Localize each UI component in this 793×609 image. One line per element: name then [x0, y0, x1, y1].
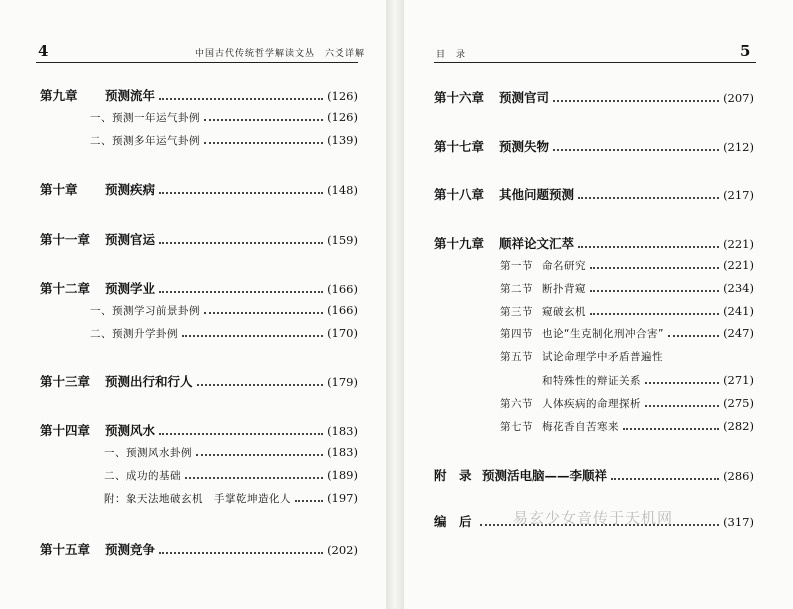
page-ref: (275) — [723, 396, 754, 410]
chapter-number: 第九章 — [40, 88, 78, 103]
toc-entry[interactable] — [434, 88, 754, 106]
entry-title: 预测风水 — [105, 423, 156, 438]
dot-leader — [295, 500, 323, 502]
dot-leader — [668, 335, 719, 337]
dot-leader — [159, 242, 323, 244]
chapter-number: 第十三章 — [40, 374, 91, 389]
dot-leader — [204, 312, 323, 314]
toc-entry[interactable] — [500, 304, 754, 319]
dot-leader — [590, 267, 719, 269]
page-ref: (189) — [327, 468, 358, 482]
dot-leader — [197, 384, 324, 386]
page-ref: (183) — [327, 424, 358, 438]
chapter-number: 第十九章 — [434, 236, 485, 251]
toc-entry[interactable] — [40, 180, 358, 198]
chapter-number: 编 后 — [434, 514, 472, 529]
entry-title: 命名研究 — [542, 260, 586, 272]
toc-entry[interactable] — [434, 185, 754, 203]
entry-title: 窥破玄机 — [542, 306, 586, 318]
entry-title: 二、预测多年运气卦例 — [90, 135, 200, 147]
dot-leader — [553, 100, 719, 102]
toc-entry[interactable] — [542, 373, 754, 388]
page-number: 4 — [38, 42, 49, 60]
entry-title: 预测官运 — [105, 232, 156, 247]
dot-leader — [196, 454, 323, 456]
entry-title: 预测失物 — [499, 139, 550, 154]
page-ref: (212) — [723, 140, 754, 154]
entry-title: 二、预测升学卦例 — [90, 328, 178, 340]
entry-title: 其他问题预测 — [499, 187, 575, 202]
watermark-text: 易玄少女音传于天机网 — [513, 509, 674, 527]
entry-title: 预测活电脑——李顺祥 — [482, 468, 608, 483]
toc-entry[interactable] — [90, 133, 358, 148]
page-ref: (286) — [723, 469, 754, 483]
toc-entry[interactable] — [500, 419, 754, 434]
section-number: 第六节 — [500, 398, 533, 410]
chapter-number: 第十四章 — [40, 423, 91, 438]
entry-title: 预测竞争 — [105, 542, 156, 557]
dot-leader — [553, 149, 719, 151]
toc-entry[interactable] — [434, 234, 754, 252]
page-ref: (271) — [723, 373, 754, 387]
toc-entry[interactable] — [104, 468, 358, 483]
chapter-number: 第十一章 — [40, 232, 91, 247]
toc-entry[interactable] — [434, 466, 754, 484]
page-ref: (183) — [327, 445, 358, 459]
entry-title: 人体疾病的命理探析 — [542, 398, 641, 410]
page-ref: (202) — [327, 543, 358, 557]
page-ref: (241) — [723, 304, 754, 318]
chapter-number: 第十五章 — [40, 542, 91, 557]
page-ref: (221) — [723, 237, 754, 251]
page-ref: (247) — [723, 326, 754, 340]
dot-leader — [182, 335, 323, 337]
dot-leader — [204, 119, 323, 121]
header-title: 中国古代传统哲学解读文丛 六爻详解 — [195, 49, 366, 59]
dot-leader — [159, 552, 323, 554]
entry-title: 一、预测学习前景卦例 — [90, 305, 200, 317]
dot-leader — [645, 405, 719, 407]
toc-entry[interactable] — [500, 326, 754, 341]
toc-entry[interactable] — [90, 110, 358, 125]
section-number: 第七节 — [500, 421, 533, 433]
page-ref: (148) — [327, 183, 358, 197]
dot-leader — [623, 428, 719, 430]
toc-entry[interactable] — [90, 303, 358, 318]
book-gutter — [386, 0, 404, 609]
page-ref: (159) — [327, 233, 358, 247]
entry-title: 断扑背窥 — [542, 283, 586, 295]
toc-entry[interactable] — [434, 137, 754, 155]
left-page — [0, 0, 386, 609]
entry-title: 预测官司 — [499, 90, 550, 105]
dot-leader — [159, 433, 323, 435]
page-number: 5 — [740, 42, 751, 60]
page-ref: (170) — [327, 326, 358, 340]
toc-entry[interactable] — [500, 281, 754, 296]
dot-leader — [185, 477, 323, 479]
section-number: 第三节 — [500, 306, 533, 318]
toc-entry[interactable] — [104, 445, 358, 460]
entry-title: 和特殊性的辩证关系 — [542, 375, 641, 387]
chapter-number: 附 录 — [434, 468, 472, 483]
toc-entry[interactable] — [500, 396, 754, 411]
page-ref: (126) — [327, 89, 358, 103]
page-ref: (126) — [327, 110, 358, 124]
page-ref: (282) — [723, 419, 754, 433]
page-ref: (207) — [723, 91, 754, 105]
entry-title: 二、成功的基础 — [104, 470, 181, 482]
entry-title: 预测疾病 — [105, 182, 156, 197]
entry-title: 梅花香自苦寒来 — [542, 421, 619, 433]
toc-entry[interactable] — [40, 230, 358, 248]
dot-leader — [590, 290, 719, 292]
page-ref: (197) — [327, 491, 358, 505]
section-number: 第五节 — [500, 351, 533, 363]
page-ref: (166) — [327, 303, 358, 317]
dot-leader — [159, 192, 323, 194]
dot-leader — [204, 142, 323, 144]
chapter-number: 第十六章 — [434, 90, 485, 105]
entry-title: 一、预测一年运气卦例 — [90, 112, 200, 124]
toc-entry[interactable] — [90, 326, 358, 341]
page-ref: (179) — [327, 375, 358, 389]
toc-entry[interactable] — [40, 540, 358, 558]
entry-title: 试论命理学中矛盾普遍性 — [542, 351, 663, 363]
toc-entry[interactable] — [40, 421, 358, 439]
section-number: 第二节 — [500, 283, 533, 295]
chapter-number: 第十七章 — [434, 139, 485, 154]
section-number: 第四节 — [500, 328, 533, 340]
dot-leader — [578, 246, 719, 248]
entry-title: 附：象天法地破玄机 手掌乾坤造化人 — [104, 493, 291, 505]
chapter-number: 第十二章 — [40, 281, 91, 296]
dot-leader — [159, 291, 323, 293]
header-rule — [36, 62, 358, 63]
page-ref: (217) — [723, 188, 754, 202]
toc-entry[interactable] — [40, 279, 358, 297]
toc-entry[interactable] — [500, 349, 754, 364]
entry-title: 一、预测风水卦例 — [104, 447, 192, 459]
header-title: 目 录 — [436, 50, 467, 60]
entry-title: 也论“生克制化刑冲合害” — [542, 328, 664, 340]
page-ref: (317) — [723, 515, 754, 529]
entry-title: 预测学业 — [105, 281, 156, 296]
entry-title: 预测流年 — [105, 88, 156, 103]
page-ref: (166) — [327, 282, 358, 296]
toc-entry[interactable] — [40, 86, 358, 104]
entry-title: 顺祥论文汇萃 — [499, 236, 575, 251]
toc-entry[interactable] — [40, 372, 358, 390]
dot-leader — [578, 197, 719, 199]
dot-leader — [645, 382, 719, 384]
dot-leader — [611, 478, 719, 480]
page-ref: (221) — [723, 258, 754, 272]
section-number: 第一节 — [500, 260, 533, 272]
toc-entry[interactable] — [500, 258, 754, 273]
dot-leader — [159, 98, 323, 100]
dot-leader — [590, 313, 719, 315]
chapter-number: 第十章 — [40, 182, 78, 197]
entry-title: 预测出行和行人 — [105, 374, 193, 389]
header-rule — [434, 62, 756, 63]
page-ref: (234) — [723, 281, 754, 295]
toc-entry[interactable] — [104, 491, 358, 506]
chapter-number: 第十八章 — [434, 187, 485, 202]
page-ref: (139) — [327, 133, 358, 147]
